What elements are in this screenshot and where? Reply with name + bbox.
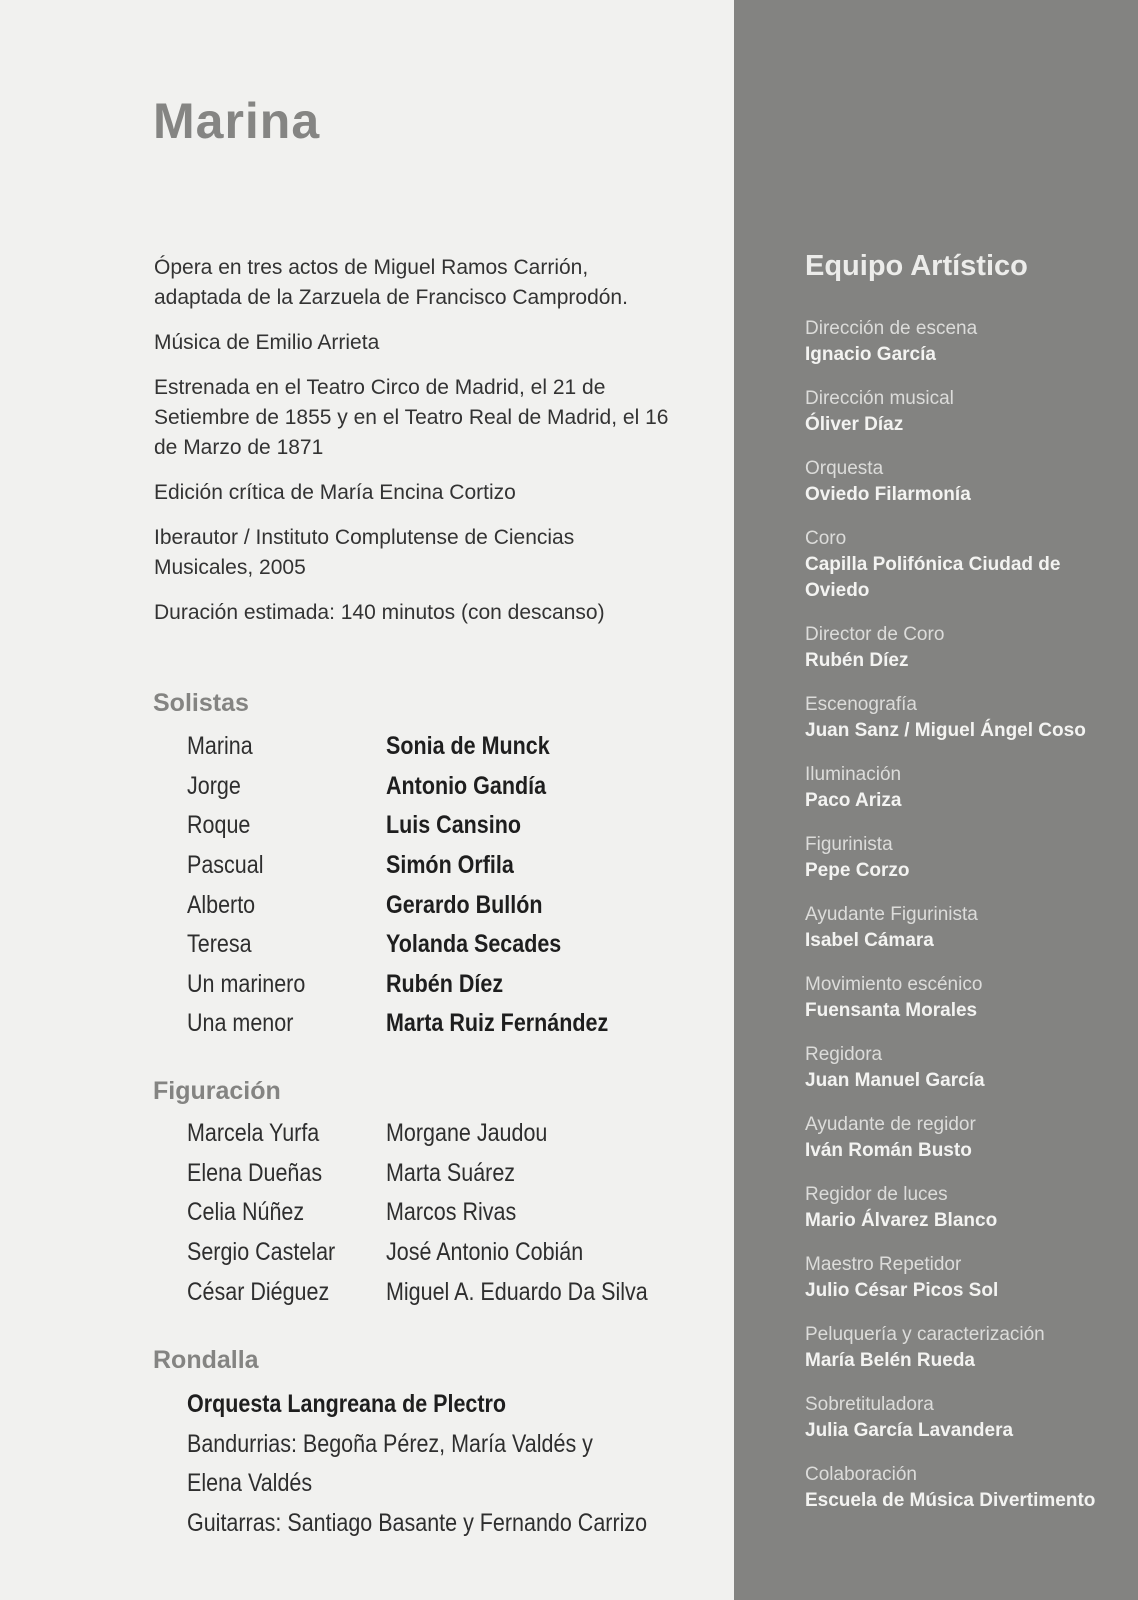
figuracion-list bbox=[187, 1114, 690, 1312]
team-name: Juan Sanz / Miguel Ángel Coso bbox=[805, 720, 1086, 741]
figurant-name: Sergio Castelar bbox=[187, 1238, 336, 1267]
team-name: Isabel Cámara bbox=[805, 930, 934, 951]
team-role: Director de Coro bbox=[805, 624, 945, 645]
cast-row bbox=[187, 727, 644, 767]
cast-row bbox=[187, 925, 644, 965]
cast-row bbox=[187, 1004, 644, 1044]
figurant-name: José Antonio Cobián bbox=[386, 1238, 584, 1267]
team-item bbox=[805, 1252, 1115, 1304]
team-item bbox=[805, 1042, 1115, 1094]
cast-row bbox=[187, 806, 644, 846]
team-role: Maestro Repetidor bbox=[805, 1254, 962, 1275]
team-item bbox=[805, 526, 1115, 604]
figuracion-row bbox=[187, 1154, 690, 1194]
team-role: Iluminación bbox=[805, 764, 902, 785]
team-item bbox=[805, 1112, 1115, 1164]
page-title: Marina bbox=[153, 93, 321, 149]
team-role: Peluquería y caracterización bbox=[805, 1324, 1045, 1345]
team-role: Orquesta bbox=[805, 458, 884, 479]
team-name: Julia García Lavandera bbox=[805, 1420, 1014, 1441]
figurant-name: Miguel A. Eduardo Da Silva bbox=[386, 1277, 648, 1306]
cast-role: Pascual bbox=[187, 851, 264, 880]
figurant-name: Celia Núñez bbox=[187, 1198, 305, 1227]
team-name: Ignacio García bbox=[805, 344, 936, 365]
cast-name: Antonio Gandía bbox=[386, 771, 547, 800]
team-name: Escuela de Música Divertimento bbox=[805, 1490, 1096, 1511]
team-role: Escenografía bbox=[805, 694, 917, 715]
figuracion-row bbox=[187, 1272, 690, 1312]
team-name: Fuensanta Morales bbox=[805, 1000, 978, 1021]
info-line: Estrenada en el Teatro Circo de Madrid, el 21 de Setiembre de 1855 y en el Teatro Real de Madrid, el 16 de Marzo de 1871 bbox=[154, 376, 669, 459]
figuracion-row bbox=[187, 1193, 690, 1233]
team-name: María Belén Rueda bbox=[805, 1350, 975, 1371]
equipo-heading: Equipo Artístico bbox=[805, 250, 1028, 282]
figurant-name: Elena Dueñas bbox=[187, 1158, 323, 1187]
team-item bbox=[805, 456, 1115, 508]
team-item bbox=[805, 622, 1115, 674]
team-name: Rubén Díez bbox=[805, 650, 909, 671]
rondalla-line: Bandurrias: Begoña Pérez, María Valdés y bbox=[187, 1429, 593, 1458]
team-role: Sobretituladora bbox=[805, 1394, 934, 1415]
team-role: Regidor de luces bbox=[805, 1184, 948, 1205]
team-item bbox=[805, 316, 1115, 368]
cast-row bbox=[187, 846, 644, 886]
cast-row bbox=[187, 885, 644, 925]
team-role: Coro bbox=[805, 528, 847, 549]
team-name: Mario Álvarez Blanco bbox=[805, 1210, 998, 1231]
team-item bbox=[805, 1322, 1115, 1374]
cast-name: Marta Ruiz Fernández bbox=[386, 1009, 609, 1038]
cast-role: Jorge bbox=[187, 771, 241, 800]
team-item bbox=[805, 762, 1115, 814]
production-info bbox=[154, 253, 674, 643]
cast-name: Sonia de Munck bbox=[386, 732, 550, 761]
cast-role: Roque bbox=[187, 811, 251, 840]
team-role: Movimiento escénico bbox=[805, 974, 983, 995]
team-item bbox=[805, 902, 1115, 954]
team-item bbox=[805, 1182, 1115, 1234]
rondalla-orchestra: Orquesta Langreana de Plectro bbox=[187, 1390, 507, 1419]
team-item bbox=[805, 1392, 1115, 1444]
cast-name: Rubén Díez bbox=[386, 969, 504, 998]
team-role: Regidora bbox=[805, 1044, 883, 1065]
team-item bbox=[805, 692, 1115, 744]
rondalla-block bbox=[187, 1385, 722, 1543]
team-name: Capilla Polifónica Ciudad de Oviedo bbox=[805, 554, 1061, 601]
cast-role: Marina bbox=[187, 732, 253, 761]
cast-role: Alberto bbox=[187, 890, 256, 919]
team-name: Óliver Díaz bbox=[805, 414, 904, 435]
team-item bbox=[805, 832, 1115, 884]
team-name: Juan Manuel García bbox=[805, 1070, 985, 1091]
team-role: Ayudante Figurinista bbox=[805, 904, 978, 925]
figuracion-heading: Figuración bbox=[153, 1077, 281, 1105]
info-line: Edición crítica de María Encina Cortizo bbox=[154, 481, 516, 504]
team-item bbox=[805, 972, 1115, 1024]
solistas-heading: Solistas bbox=[153, 689, 249, 717]
figuracion-row bbox=[187, 1233, 690, 1273]
info-line: Duración estimada: 140 minutos (con descanso) bbox=[154, 601, 605, 624]
cast-role: Teresa bbox=[187, 930, 252, 959]
cast-name: Simón Orfila bbox=[386, 851, 514, 880]
cast-row bbox=[187, 965, 644, 1005]
rondalla-line: Elena Valdés bbox=[187, 1469, 313, 1498]
cast-role: Una menor bbox=[187, 1009, 294, 1038]
cast-name: Luis Cansino bbox=[386, 811, 521, 840]
team-name: Paco Ariza bbox=[805, 790, 902, 811]
team-name: Oviedo Filarmonía bbox=[805, 484, 971, 505]
team-role: Ayudante de regidor bbox=[805, 1114, 976, 1135]
solistas-list bbox=[187, 727, 644, 1044]
rondalla-line: Guitarras: Santiago Basante y Fernando Carrizo bbox=[187, 1508, 648, 1537]
equipo-list bbox=[805, 316, 1115, 1532]
figurant-name: César Diéguez bbox=[187, 1277, 330, 1306]
team-role: Colaboración bbox=[805, 1464, 917, 1485]
cast-name: Yolanda Secades bbox=[386, 930, 562, 959]
team-item bbox=[805, 1462, 1115, 1514]
team-name: Julio César Picos Sol bbox=[805, 1280, 999, 1301]
figurant-name: Morgane Jaudou bbox=[386, 1119, 548, 1148]
team-name: Pepe Corzo bbox=[805, 860, 910, 881]
team-name: Iván Román Busto bbox=[805, 1140, 972, 1161]
team-item bbox=[805, 386, 1115, 438]
cast-role: Un marinero bbox=[187, 969, 306, 998]
info-line: Ópera en tres actos de Miguel Ramos Carrión, adaptada de la Zarzuela de Francisco Camprodón. bbox=[154, 256, 628, 309]
figuracion-row bbox=[187, 1114, 690, 1154]
figurant-name: Marcos Rivas bbox=[386, 1198, 517, 1227]
team-role: Dirección musical bbox=[805, 388, 954, 409]
cast-row bbox=[187, 767, 644, 807]
rondalla-heading: Rondalla bbox=[153, 1346, 259, 1374]
info-line: Música de Emilio Arrieta bbox=[154, 331, 380, 354]
info-line: Iberautor / Instituto Complutense de Ciencias Musicales, 2005 bbox=[154, 526, 575, 579]
team-role: Figurinista bbox=[805, 834, 893, 855]
figurant-name: Marcela Yurfa bbox=[187, 1119, 320, 1148]
team-role: Dirección de escena bbox=[805, 318, 978, 339]
figurant-name: Marta Suárez bbox=[386, 1158, 516, 1187]
cast-name: Gerardo Bullón bbox=[386, 890, 543, 919]
